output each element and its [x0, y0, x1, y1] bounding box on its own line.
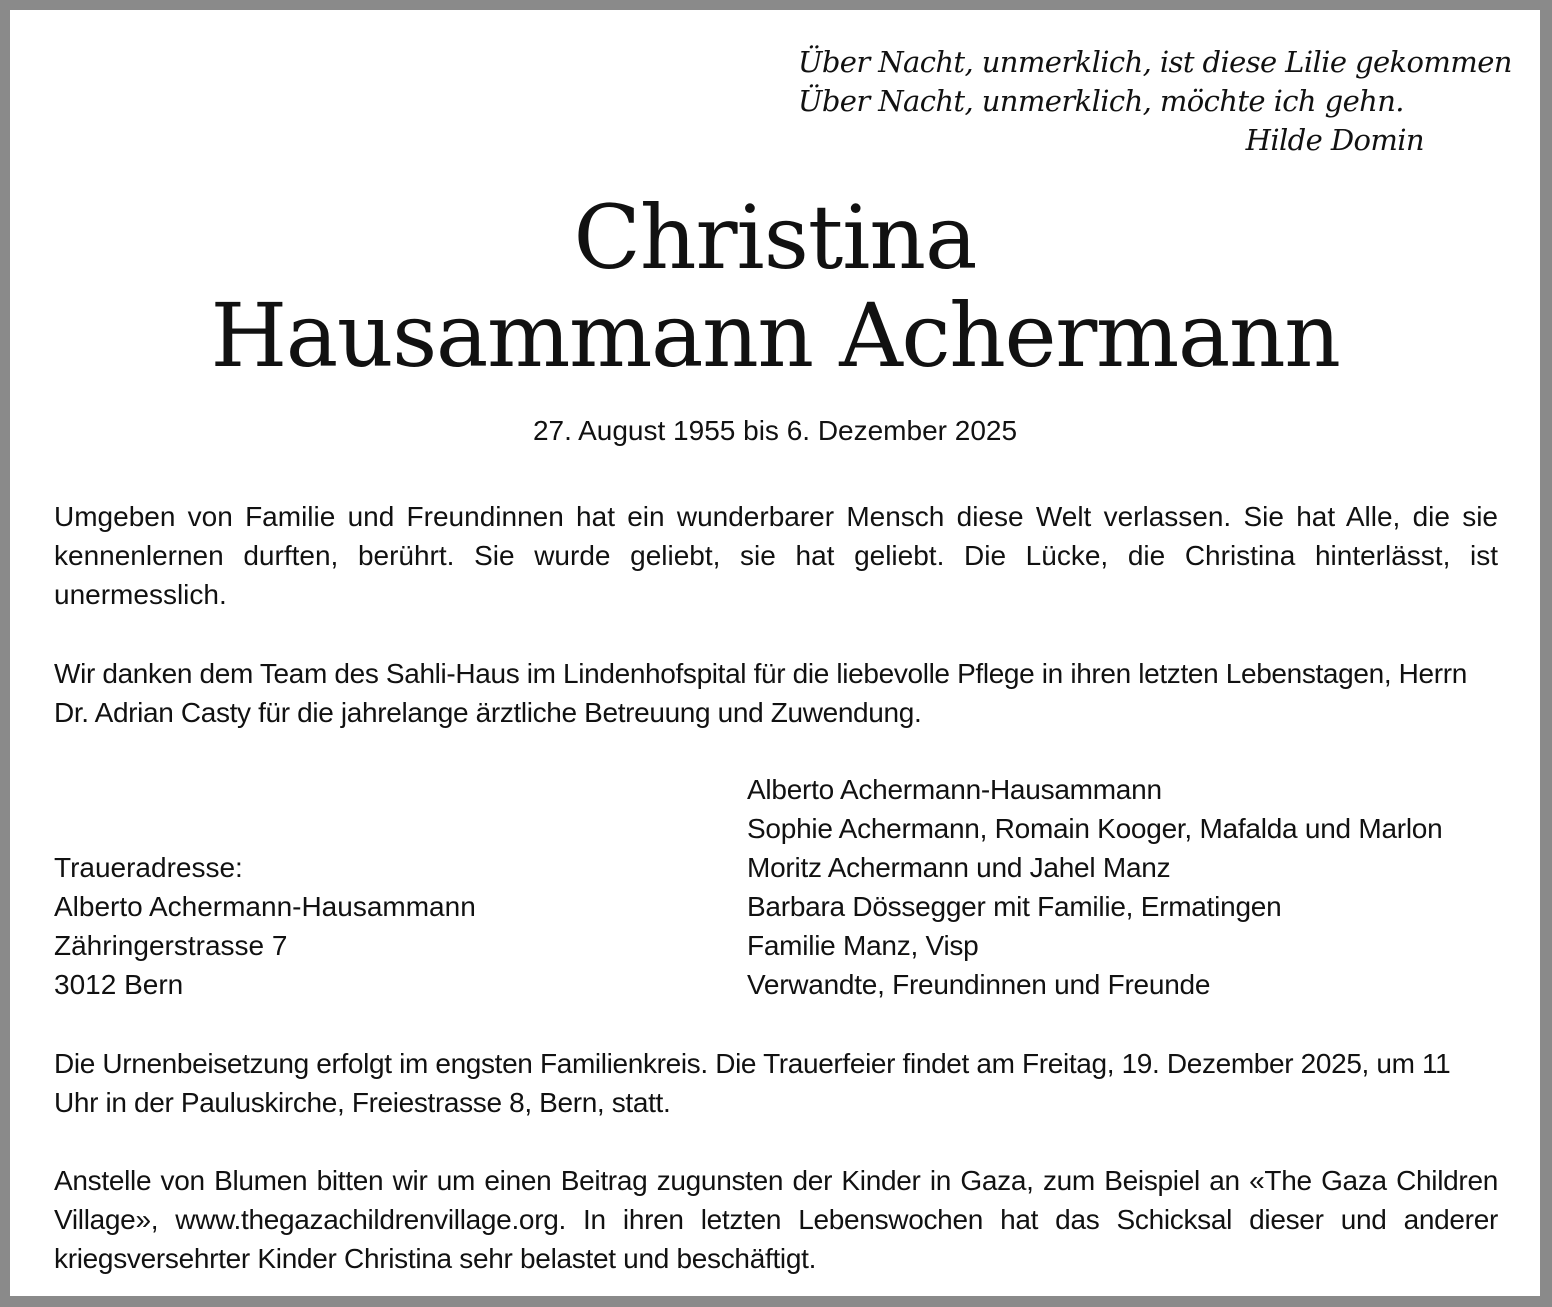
mourner-entry: Alberto Achermann-Hausammann	[747, 774, 1162, 805]
donation-paragraph: Anstelle von Blumen bitten wir um einen Beitrag zugunsten der Kinder in Gaza, zum Beispiel an «The Gaza Children Village», www.thegazachildrenvillage.org. In ihren letzten Lebenswochen hat das Schicksal dieser und anderer kriegsversehrter Kinder Christina sehr belastet und beschäftigt.	[54, 1165, 1498, 1274]
mourners-list	[747, 770, 1507, 1004]
deceased-last-name: Hausammann Achermann	[210, 284, 1340, 387]
intro-paragraph: Umgeben von Familie und Freundinnen hat ein wunderbarer Mensch diese Welt verlassen. Sie hat Alle, die sie kennenlernen durften, berührt. Sie wurde geliebt, sie hat geliebt. Die Lücke, die Christina hinterlässt, ist unermesslich.	[54, 501, 1498, 610]
quote-author: Hilde Domin	[1245, 123, 1424, 157]
life-dates: 27. August 1955 bis 6. Dezember 2025	[532, 415, 1018, 446]
address-street: Zähringerstrasse 7	[54, 930, 288, 961]
ceremony-paragraph: Die Urnenbeisetzung erfolgt im engsten Familienkreis. Die Trauerfeier findet am Freitag, 19. Dezember 2025, um 11 Uhr in der Pauluskirche, Freiestrasse 8, Bern, statt.	[54, 1048, 1451, 1118]
mourner-entry: Verwandte, Freundinnen und Freunde	[747, 969, 1211, 1000]
mourner-entry: Familie Manz, Visp	[747, 930, 979, 961]
quote-line: Über Nacht, unmerklich, möchte ich gehn.	[798, 84, 1404, 118]
address-name: Alberto Achermann-Hausammann	[54, 891, 476, 922]
address-city: 3012 Bern	[54, 969, 184, 1000]
mourner-entry: Barbara Dössegger mit Familie, Ermatingen	[747, 891, 1282, 922]
quote-line: Über Nacht, unmerklich, ist diese Lilie gekommen	[798, 45, 1512, 79]
deceased-first-name: Christina	[573, 186, 977, 289]
address-label: Traueradresse:	[54, 852, 243, 883]
mourner-entry: Moritz Achermann und Jahel Manz	[747, 852, 1171, 883]
mourning-address	[54, 848, 714, 1004]
mourner-entry: Sophie Achermann, Romain Kooger, Mafalda und Marlon	[747, 813, 1443, 844]
epigraph-quote	[798, 43, 1512, 160]
thanks-paragraph: Wir danken dem Team des Sahli-Haus im Lindenhofspital für die liebevolle Pflege in ihren letzten Lebenstagen, Herrn Dr. Adrian Casty für die jahrelange ärztliche Betreuung und Zuwendung.	[54, 658, 1467, 728]
